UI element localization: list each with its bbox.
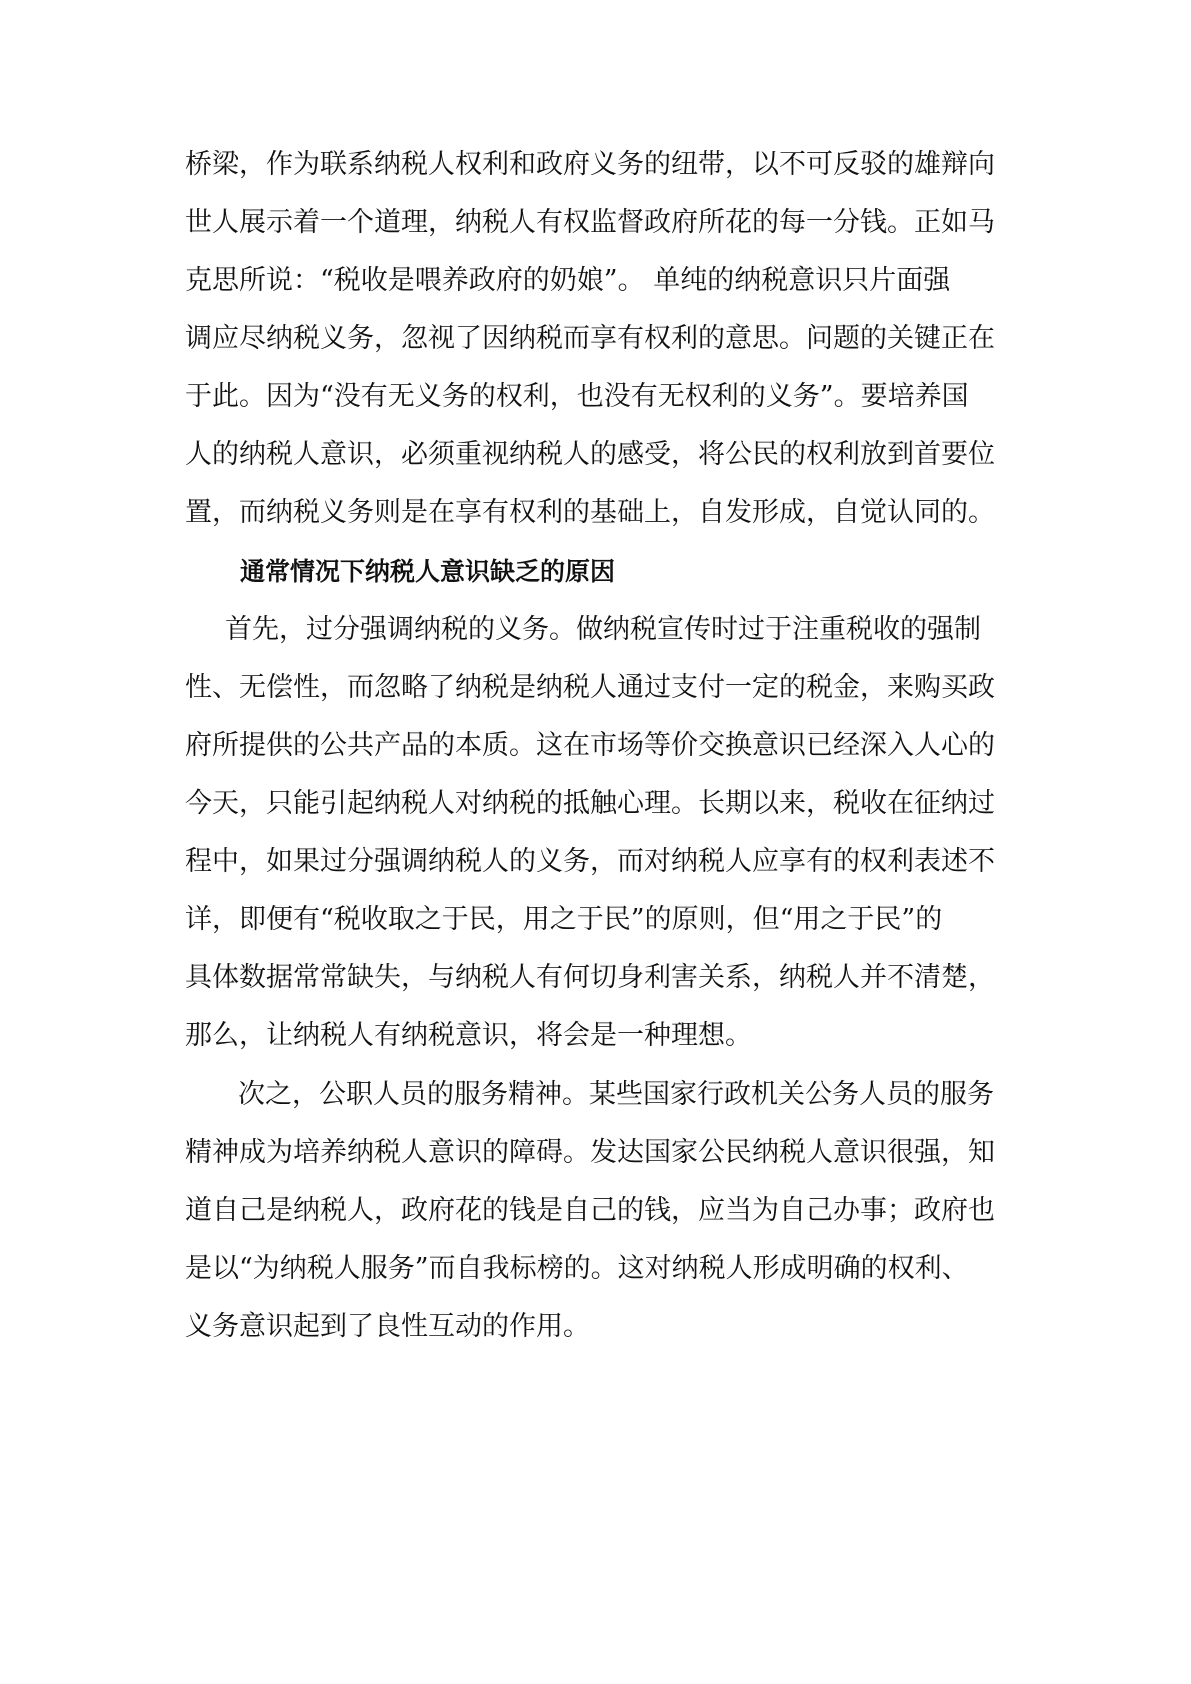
paragraph-1-line-5: 于此。因为“没有无义务的权利，也没有无权利的义务”。要培养国 [185, 381, 969, 412]
paragraph-2-line-8: 那么，让纳税人有纳税意识，将会是一种理想。 [185, 1020, 752, 1051]
paragraph-2-line-3: 府所提供的公共产品的本质。这在市场等价交换意识已经深入人心的 [185, 730, 995, 761]
paragraph-2-line-1: 首先，过分强调纳税的义务。做纳税宣传时过于注重税收的强制 [225, 614, 981, 645]
paragraph-2-line-2: 性、无偿性，而忽略了纳税是纳税人通过支付一定的税金，来购买政 [185, 672, 995, 703]
paragraph-3-line-4: 是以“为纳税人服务”而自我标榜的。这对纳税人形成明确的权利、 [185, 1253, 969, 1284]
paragraph-3-line-3: 道自己是纳税人，政府花的钱是自己的钱，应当为自己办事；政府也 [185, 1195, 995, 1226]
paragraph-2-line-7: 具体数据常常缺失，与纳税人有何切身利害关系，纳税人并不清楚， [185, 962, 995, 993]
paragraph-2-line-4: 今天，只能引起纳税人对纳税的抵触心理。长期以来，税收在征纳过 [185, 788, 995, 819]
paragraph-1-line-4: 调应尽纳税义务，忽视了因纳税而享有权利的意思。问题的关键正在 [185, 323, 995, 354]
paragraph-1-line-6: 人的纳税人意识，必须重视纳税人的感受，将公民的权利放到首要位 [185, 439, 995, 470]
paragraph-1-line-3: 克思所说：“税收是喂养政府的奶娘”。 单纯的纳税意识只片面强 [185, 265, 951, 296]
paragraph-1-line-7: 置，而纳税义务则是在享有权利的基础上，自发形成，自觉认同的。 [185, 497, 995, 528]
paragraph-3-line-2: 精神成为培养纳税人意识的障碍。发达国家公民纳税人意识很强，知 [185, 1137, 995, 1168]
paragraph-2-line-6: 详，即便有“税收取之于民，用之于民”的原则，但“用之于民”的 [185, 904, 943, 935]
paragraph-2-line-5: 程中，如果过分强调纳税人的义务，而对纳税人应享有的权利表述不 [185, 846, 995, 877]
paragraph-3-line-1: 次之，公职人员的服务精神。某些国家行政机关公务人员的服务 [238, 1079, 994, 1110]
paragraph-1-line-1: 桥梁，作为联系纳税人权利和政府义务的纽带，以不可反驳的雄辩向 [185, 149, 995, 180]
section-heading: 通常情况下纳税人意识缺乏的原因 [240, 557, 616, 586]
paragraph-1-line-2: 世人展示着一个道理，纳税人有权监督政府所花的每一分钱。正如马 [185, 207, 995, 238]
paragraph-3-line-5: 义务意识起到了良性互动的作用。 [185, 1311, 590, 1342]
